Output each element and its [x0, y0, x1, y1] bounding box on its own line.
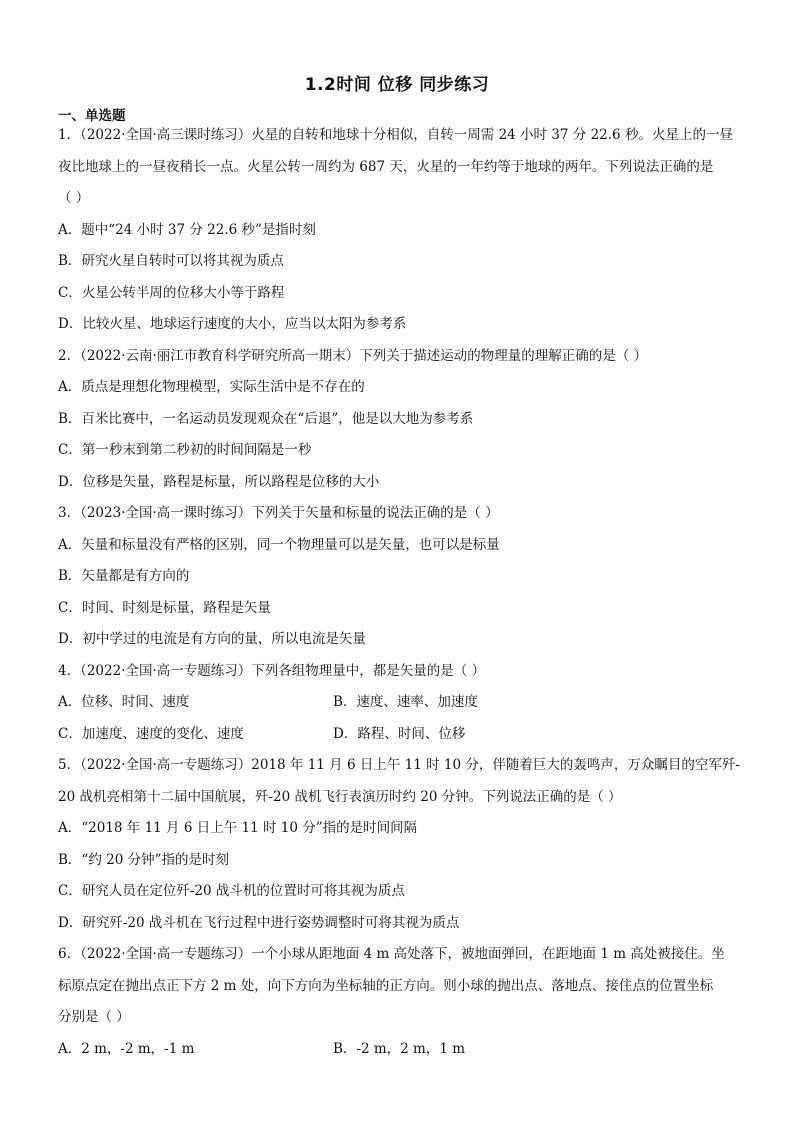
- question-stem-line: 3．（2023·全国·高一课时练习）下列关于矢量和标量的说法正确的是（ ）: [58, 505, 499, 521]
- option-a: A．题中“24 小时 37 分 22.6 秒”是指时刻: [58, 221, 316, 238]
- option-b: B．速度、速率、加速度: [333, 694, 478, 710]
- question-stem-line: 分别是（ ）: [58, 1009, 130, 1025]
- question-stem-line: （ ）: [58, 190, 90, 206]
- option-a: A．位移、时间、速度: [58, 694, 190, 710]
- option-d: D．位移是矢量，路程是标量，所以路程是位移的大小: [58, 473, 380, 490]
- option-c: C．加速度、速度的变化、速度: [58, 725, 244, 742]
- question-stem-line: 5．（2022·全国·高一专题练习）2018 年 11 月 6 日上午 11 时 10 分，伴随着巨大的轰鸣声，万众瞩目的空军歼-: [58, 757, 740, 773]
- option-d: D．比较火星、地球运行速度的大小，应当以太阳为参考系: [58, 316, 407, 332]
- option-row: [58, 719, 738, 751]
- option-a: A．矢量和标量没有严格的区别，同一个物理量可以是矢量，也可以是标量: [58, 536, 500, 553]
- option-a: A．质点是理想化物理模型，实际生活中是不存在的: [58, 379, 365, 395]
- question-stem-line: 夜比地球上的一昼夜稍长一点。火星公转一周约为 687 天，火星的一年约等于地球的两年。下列说法正确的是: [58, 158, 714, 175]
- option-b: B．研究火星自转时可以将其视为质点: [58, 253, 284, 269]
- question-stem-line: 20 战机亮相第十二届中国航展，歼-20 战机飞行表演历时约 20 分钟。下列说法正确的是（ ）: [58, 788, 622, 805]
- option-d: D．路程、时间、位移: [333, 725, 466, 742]
- question-stem-line: 4．（2022·全国·高一专题练习）下列各组物理量中，都是矢量的是（ ）: [58, 662, 486, 679]
- option-a: A．“2018 年 11 月 6 日上午 11 时 10 分”指的是时间间隔: [58, 820, 418, 836]
- option-c: C．火星公转半周的位移大小等于路程: [58, 284, 285, 301]
- page-title: 1.2时间 位移 同步练习: [304, 75, 490, 95]
- question-stem-line: 标原点定在抛出点正下方 2 m 处，向下方向为坐标轴的正方向。则小球的抛出点、落地点、接住点的位置坐标: [58, 977, 714, 994]
- question-list: [58, 120, 738, 1065]
- question-2: [58, 341, 738, 499]
- option-b: B．矢量都是有方向的: [58, 568, 190, 584]
- question-stem-line: 1．（2022·全国·高三课时练习）火星的自转和地球十分相似，自转一周需 24 小时 37 分 22.6 秒。火星上的一昼: [58, 127, 733, 143]
- option-c: C．时间、时刻是标量，路程是矢量: [58, 599, 271, 616]
- question-5: [58, 750, 738, 939]
- option-row: [58, 687, 738, 719]
- option-d: D．初中学过的电流是有方向的量，所以电流是矢量: [58, 631, 366, 647]
- option-c: C．研究人员在定位歼-20 战斗机的位置时可将其视为质点: [58, 883, 405, 899]
- question-6: [58, 939, 738, 1065]
- option-b: B．百米比赛中，一名运动员发现观众在“后退”，他是以大地为参考系: [58, 410, 474, 427]
- option-d: D．研究歼-20 战斗机在飞行过程中进行姿势调整时可将其视为质点: [58, 914, 460, 931]
- question-stem-line: 2．（2022·云南·丽江市教育科学研究所高一期末）下列关于描述运动的物理量的理解正确的是（ ）: [58, 347, 648, 364]
- option-a: A．2 m，-2 m，-1 m: [58, 1040, 195, 1057]
- option-c: C．第一秒末到第二秒初的时间间隔是一秒: [58, 442, 312, 458]
- question-4: [58, 656, 738, 751]
- option-row: [58, 1034, 738, 1066]
- question-stem-line: 6．（2022·全国·高一专题练习）一个小球从距地面 4 m 高处落下，被地面弹回，在距地面 1 m 高处被接住。坐: [58, 946, 725, 962]
- option-b: B．-2 m，2 m，1 m: [333, 1040, 466, 1057]
- question-1: [58, 120, 738, 341]
- option-b: B．“约 20 分钟”指的是时刻: [58, 851, 229, 868]
- section-heading: 一、单选题: [58, 108, 126, 124]
- question-3: [58, 498, 738, 656]
